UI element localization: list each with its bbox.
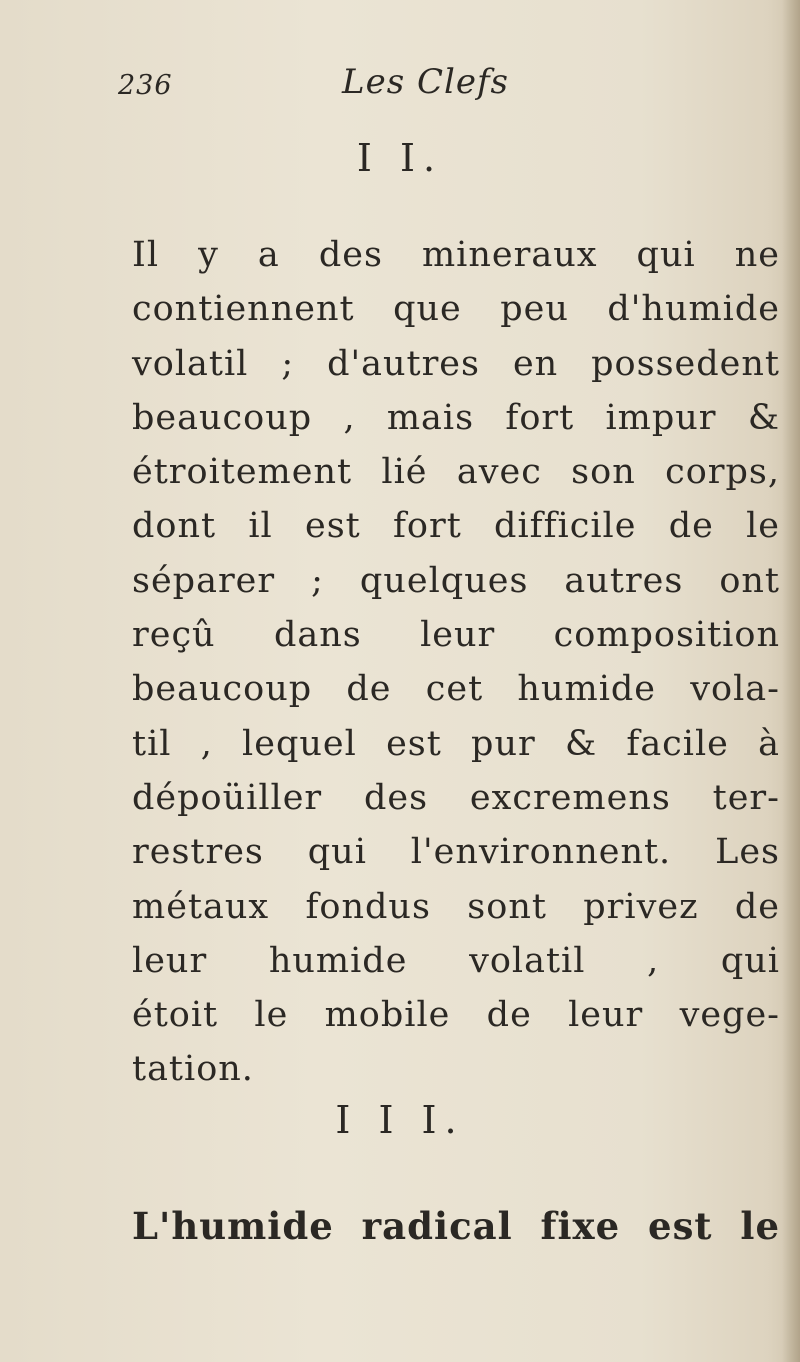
text-line: beaucoup , mais fort impur & xyxy=(132,397,780,438)
running-title: Les Clefs xyxy=(342,62,509,102)
text-line: contiennent que peu d'humide xyxy=(132,289,780,330)
text-line: tation. xyxy=(132,1049,254,1090)
text-line: beaucoup de cet humide vola- xyxy=(132,669,780,710)
text-line: til , lequel est pur & facile à xyxy=(132,723,780,764)
text-line: dont il est fort difficile de le xyxy=(132,506,780,547)
text-line: Il y a des mineraux qui ne xyxy=(132,235,780,275)
text-line: dépoüiller des excremens ter- xyxy=(132,777,780,818)
section-3-first-line: L'humide radical fixe est le xyxy=(132,1204,780,1248)
page-number: 236 xyxy=(118,70,173,101)
running-head xyxy=(112,62,712,112)
section-2-paragraph xyxy=(132,228,780,1097)
text-line: reçû dans leur composition xyxy=(132,615,780,656)
page-edge-shadow xyxy=(782,0,800,1362)
text-line: métaux fondus sont privez de xyxy=(132,886,780,927)
section-numeral-2: I I. xyxy=(356,136,444,180)
text-line: volatil ; d'autres en possedent xyxy=(132,343,780,384)
text-line: restres qui l'environnent. Les xyxy=(132,832,780,873)
text-line: étoit le mobile de leur vege- xyxy=(132,995,780,1036)
section-numeral-3: I I I. xyxy=(335,1098,465,1142)
text-line: leur humide volatil , qui xyxy=(132,940,780,981)
text-line: étroitement lié avec son corps, xyxy=(132,452,780,493)
text-line: séparer ; quelques autres ont xyxy=(132,560,780,601)
